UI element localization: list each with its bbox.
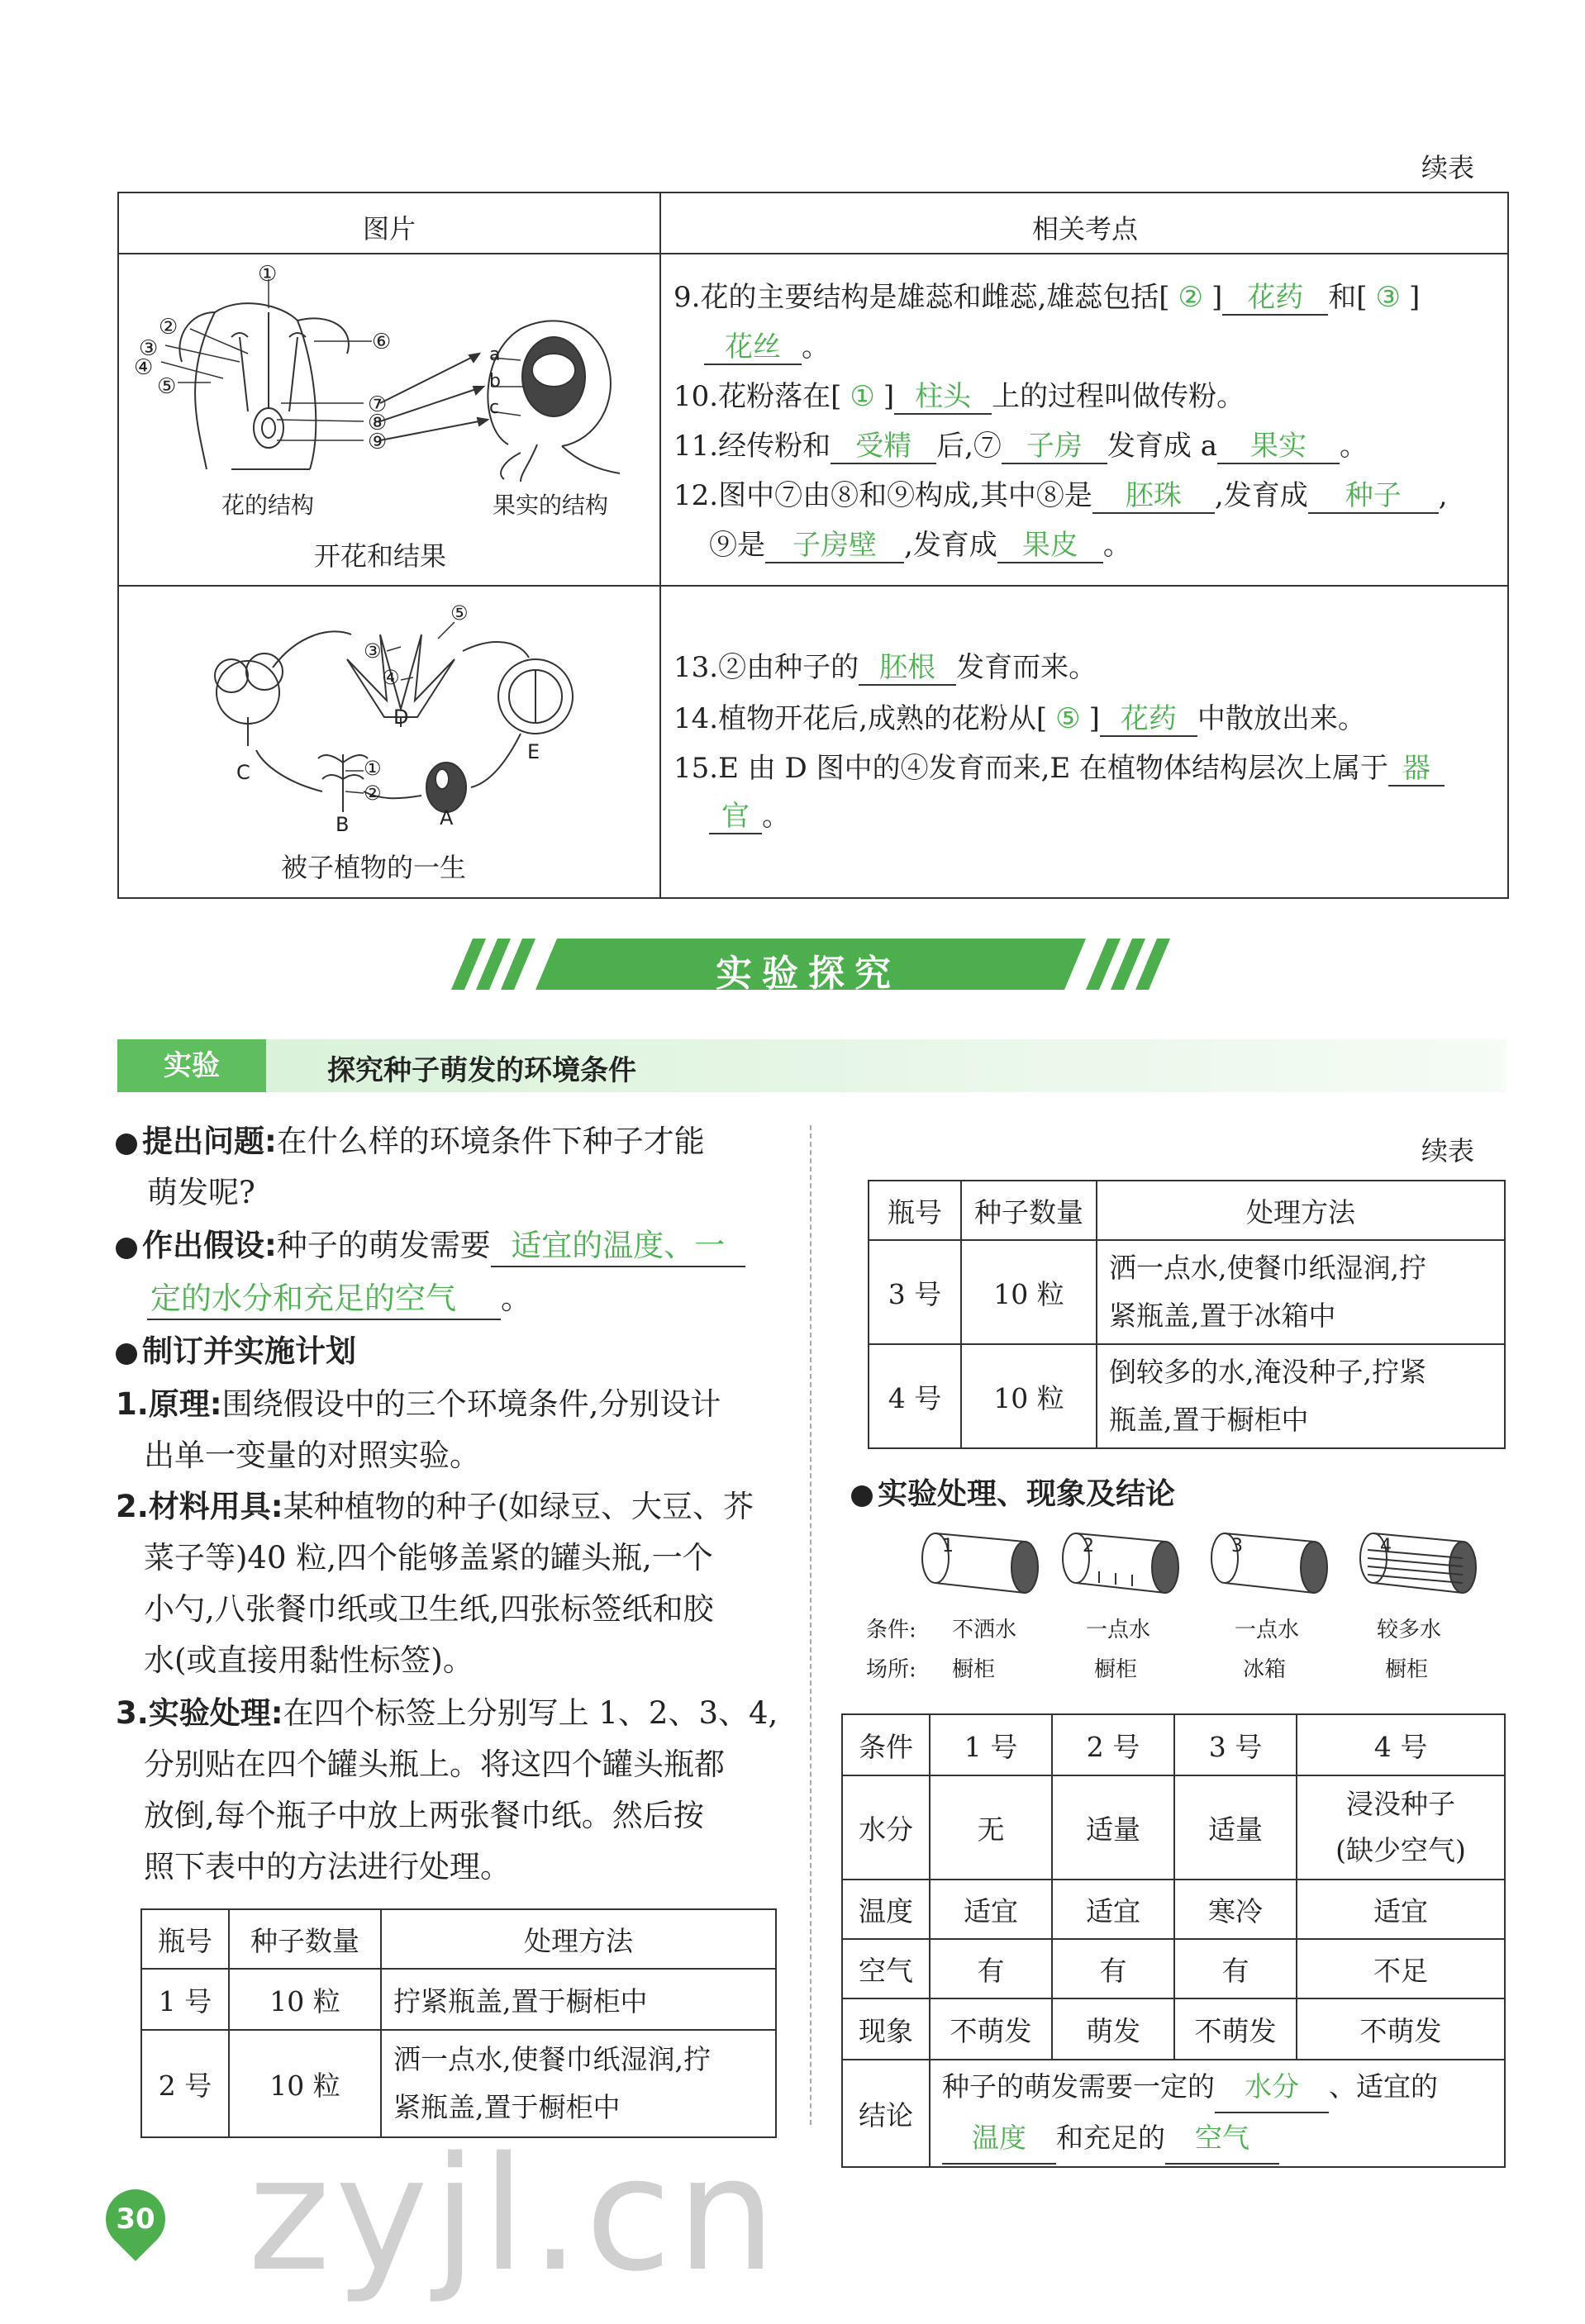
jar-2-number: 2 xyxy=(1083,1536,1094,1556)
cycle-label-E: E xyxy=(527,740,540,763)
fruit-label-a: a xyxy=(489,345,501,365)
cell-jar-no: 3 号 xyxy=(869,1240,961,1344)
page-number: 30 xyxy=(116,2203,155,2236)
flower-label-3: ③ xyxy=(139,336,159,361)
part-label-3: ③ xyxy=(364,639,382,663)
jar-1-place: 橱柜 xyxy=(952,1657,996,1682)
processing-line3: 放倒,每个瓶子中放上两张餐巾纸。然后按 xyxy=(144,1798,704,1833)
cell-phen-2: 萌发 xyxy=(1052,1998,1174,2060)
bullet-icon xyxy=(116,1238,137,1259)
cell-jar-no: 2 号 xyxy=(141,2030,229,2137)
image-title-plant-life-cycle: 被子植物的一生 xyxy=(281,852,467,883)
top-table-row-divider xyxy=(119,585,1507,587)
jar-4-number: 4 xyxy=(1380,1536,1392,1556)
materials-line2: 菜子等)40 粒,四个能够盖紧的罐头瓶,一个 xyxy=(144,1540,713,1575)
kp-item-15-line2: 官 。 xyxy=(709,800,790,834)
column-divider xyxy=(810,1125,812,2125)
jars-figure xyxy=(917,1525,1512,1616)
result-heading: 实验处理、现象及结论 xyxy=(851,1471,1175,1513)
table-row xyxy=(842,1775,1505,1880)
flower-label-8: ⑧ xyxy=(368,411,388,435)
principle-line2: 出单一变量的对照实验。 xyxy=(144,1438,480,1473)
jar-table-left xyxy=(140,1908,777,2138)
bullet-icon xyxy=(116,1343,137,1365)
question-line2: 萌发呢? xyxy=(147,1175,255,1210)
flower-label-9: ⑨ xyxy=(368,430,388,454)
cell-phen-3: 不萌发 xyxy=(1174,1998,1297,2060)
cell-seed-count: 10 粒 xyxy=(229,1969,381,2030)
row-label-water: 水分 xyxy=(842,1775,930,1880)
kp-item-13: 13.②由种子的 胚根 发育而来。 xyxy=(674,651,1097,684)
hypothesis-line2: 定的水分和充足的空气 。 xyxy=(147,1279,531,1320)
cell-phen-1: 不萌发 xyxy=(930,1998,1052,2060)
cell-temp-4: 适宜 xyxy=(1297,1880,1505,1939)
experiment-bar xyxy=(117,1039,1506,1092)
jar-table-right-header: 处理方法 xyxy=(1097,1181,1505,1240)
flower-label-6: ⑥ xyxy=(372,330,392,354)
row-label-air: 空气 xyxy=(842,1939,930,1998)
cell-air-1: 有 xyxy=(930,1939,1052,1998)
jar-4-condition: 较多水 xyxy=(1377,1618,1442,1642)
cell-water-1: 无 xyxy=(930,1775,1052,1880)
cell-temp-1: 适宜 xyxy=(930,1880,1052,1939)
table-row xyxy=(141,1969,776,2030)
flower-structure-figure xyxy=(179,303,349,469)
jar-4-place: 橱柜 xyxy=(1385,1657,1429,1682)
kp-item-12-line2: ⑨是 子房壁 ,发育成 果皮 。 xyxy=(709,529,1131,562)
cell-water-3: 适量 xyxy=(1174,1775,1297,1880)
result-header-condition: 条件 xyxy=(842,1714,930,1775)
cycle-label-D: D xyxy=(393,706,409,729)
processing-line2: 分别贴在四个罐头瓶上。将这四个罐头瓶都 xyxy=(144,1747,725,1782)
processing-line1: 3.实验处理:在四个标签上分别写上 1、2、3、4, xyxy=(116,1695,778,1731)
result-header-jar2: 2 号 xyxy=(1052,1714,1174,1775)
cell-conclusion: 种子的萌发需要一定的 水分 、适宜的 温度 和充足的 空气 xyxy=(930,2060,1505,2167)
materials-line1: 2.材料用具:某种植物的种子(如绿豆、大豆、芥 xyxy=(116,1489,754,1524)
fruit-label-b: b xyxy=(489,371,501,392)
hypothesis-line1: 作出假设:种子的萌发需要 适宜的温度、一 xyxy=(116,1226,745,1267)
kp-item-9-line2: 花丝 。 xyxy=(704,330,830,365)
caption-flower-structure: 花的结构 xyxy=(221,492,315,519)
image-title-flowering-fruiting: 开花和结果 xyxy=(314,540,447,572)
life-cycle-diagram xyxy=(198,601,595,841)
cell-seed-count: 10 粒 xyxy=(961,1240,1097,1344)
experiment-tag: 实验 xyxy=(117,1039,266,1092)
cell-seed-count: 10 粒 xyxy=(961,1344,1097,1448)
jar-1 xyxy=(922,1533,1038,1593)
experiment-title: 探究种子萌发的环境条件 xyxy=(327,1054,636,1087)
flower-label-2: ② xyxy=(159,315,178,340)
question-line1: 提出问题:在什么样的环境条件下种子才能 xyxy=(116,1122,705,1162)
bullet-icon xyxy=(851,1485,873,1507)
continued-label-right: 续表 xyxy=(1421,1135,1475,1167)
cycle-label-C: C xyxy=(236,761,250,784)
row-label-place: 场所: xyxy=(866,1657,916,1682)
kp-item-11: 11.经传粉和 受精 后,⑦ 子房 发育成 a 果实 。 xyxy=(674,430,1368,463)
jar-table-right-header: 种子数量 xyxy=(961,1181,1097,1240)
materials-line4: 水(或直接用黏性标签)。 xyxy=(144,1642,474,1678)
top-table-col-divider xyxy=(659,193,661,897)
kp-item-12-line1: 12.图中⑦由⑧和⑨构成,其中⑧是 胚珠 ,发育成 种子 , xyxy=(674,479,1448,512)
table-row xyxy=(842,2060,1505,2167)
kp-item-14: 14.植物开花后,成熟的花粉从[ ⑤ ] 花药 中散放出来。 xyxy=(674,702,1366,735)
result-header-jar4: 4 号 xyxy=(1297,1714,1505,1775)
table-row xyxy=(141,2030,776,2137)
bullet-icon xyxy=(116,1133,137,1155)
cell-temp-2: 适宜 xyxy=(1052,1880,1174,1939)
jar-4 xyxy=(1360,1533,1476,1593)
jar-1-number: 1 xyxy=(942,1536,954,1556)
jars-condition-row xyxy=(866,1613,1511,1642)
cell-air-2: 有 xyxy=(1052,1939,1174,1998)
cell-method: 洒一点水,使餐巾纸湿润,拧 紧瓶盖,置于橱柜中 xyxy=(381,2030,776,2137)
cycle-label-A: A xyxy=(440,806,454,829)
row-label-conclusion: 结论 xyxy=(842,2060,930,2167)
cell-method: 倒较多的水,淹没种子,拧紧 瓶盖,置于橱柜中 xyxy=(1097,1344,1505,1448)
table-row xyxy=(869,1344,1505,1448)
flower-label-1: ① xyxy=(258,263,278,287)
flower-label-5: ⑤ xyxy=(157,374,177,399)
part-label-4: ④ xyxy=(382,666,400,689)
row-label-phenomenon: 现象 xyxy=(842,1998,930,2060)
top-table-header-col1: 图片 xyxy=(362,213,416,245)
result-header-jar3: 3 号 xyxy=(1174,1714,1297,1775)
jar-3-condition: 一点水 xyxy=(1235,1618,1300,1642)
jar-table-left-header: 处理方法 xyxy=(381,1909,776,1969)
top-table-header-col2: 相关考点 xyxy=(1031,213,1138,245)
part-label-5: ⑤ xyxy=(450,601,469,625)
principle-line1: 1.原理:围绕假设中的三个环境条件,分别设计 xyxy=(116,1386,721,1422)
cell-air-3: 有 xyxy=(1174,1939,1297,1998)
kp-item-10: 10.花粉落在[ ① ] 柱头 上的过程叫做传粉。 xyxy=(674,380,1245,413)
table-row xyxy=(842,1880,1505,1939)
flower-fruit-diagram xyxy=(132,263,645,486)
processing-line4: 照下表中的方法进行处理。 xyxy=(144,1849,511,1884)
part-label-1: ① xyxy=(364,757,382,780)
plan-heading: 制订并实施计划 xyxy=(116,1332,356,1371)
table-row xyxy=(842,1998,1505,2060)
jar-2-place: 橱柜 xyxy=(1094,1657,1138,1682)
result-header-jar1: 1 号 xyxy=(930,1714,1052,1775)
cell-jar-no: 1 号 xyxy=(141,1969,229,2030)
jar-table-left-header: 种子数量 xyxy=(229,1909,381,1969)
caption-fruit-structure: 果实的结构 xyxy=(493,492,609,519)
fruit-structure-figure xyxy=(488,321,620,482)
cell-water-2: 适量 xyxy=(1052,1775,1174,1880)
cell-seed-count: 10 粒 xyxy=(229,2030,381,2137)
cell-phen-4: 不萌发 xyxy=(1297,1998,1505,2060)
flower-label-4: ④ xyxy=(134,355,154,380)
jar-table-left-header: 瓶号 xyxy=(141,1909,229,1969)
jar-table-right xyxy=(868,1180,1506,1449)
section-banner-title: 实验探究 xyxy=(716,953,901,995)
jar-table-right-header: 瓶号 xyxy=(869,1181,961,1240)
jar-1-condition: 不洒水 xyxy=(952,1618,1017,1642)
kp-item-9-line1: 9.花的主要结构是雄蕊和雌蕊,雄蕊包括[ ② ] 花药 和[ ③ ] xyxy=(674,281,1421,314)
cycle-label-B: B xyxy=(336,813,350,836)
part-label-2: ② xyxy=(364,782,382,805)
cell-temp-3: 寒冷 xyxy=(1174,1880,1297,1939)
materials-line3: 小勺,八张餐巾纸或卫生纸,四张标签纸和胶 xyxy=(144,1591,714,1627)
jar-3-place: 冰箱 xyxy=(1243,1657,1287,1682)
flower-label-7: ⑦ xyxy=(368,392,388,417)
table-row xyxy=(842,1939,1505,1998)
jar-2-condition: 一点水 xyxy=(1086,1618,1151,1642)
table-row xyxy=(869,1240,1505,1344)
jar-3 xyxy=(1211,1533,1327,1593)
jar-3-number: 3 xyxy=(1231,1536,1243,1556)
cell-jar-no: 4 号 xyxy=(869,1344,961,1448)
fruit-label-c: c xyxy=(489,397,500,418)
section-banner xyxy=(436,935,1180,995)
cell-air-4: 不足 xyxy=(1297,1939,1505,1998)
row-label-condition: 条件: xyxy=(866,1618,916,1642)
jars-place-row xyxy=(866,1652,1511,1682)
cell-method: 拧紧瓶盖,置于橱柜中 xyxy=(381,1969,776,2030)
jar-2 xyxy=(1063,1533,1178,1593)
kp-item-15-line1: 15.E 由 D 图中的④发育而来,E 在植物体结构层次上属于 器 xyxy=(674,752,1445,787)
row-label-temperature: 温度 xyxy=(842,1880,930,1939)
result-table xyxy=(841,1713,1506,2168)
watermark: zyjl.cn xyxy=(248,2123,782,2306)
continued-label-top: 续表 xyxy=(1421,152,1475,183)
cell-water-4: 浸没种子 (缺少空气) xyxy=(1297,1775,1505,1880)
top-table-header-divider xyxy=(119,253,1507,254)
cell-method: 洒一点水,使餐巾纸湿润,拧 紧瓶盖,置于冰箱中 xyxy=(1097,1240,1505,1344)
